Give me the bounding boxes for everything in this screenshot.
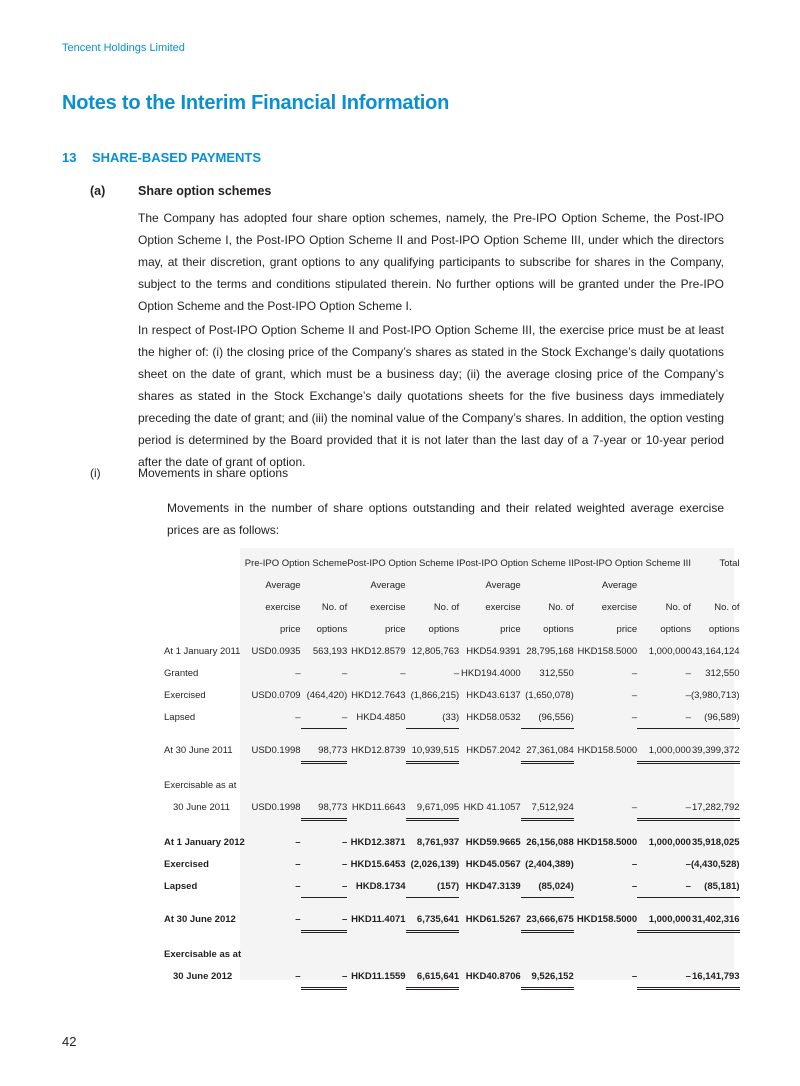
table-cell: – (301, 965, 348, 989)
table-cell (574, 774, 637, 796)
table-row (164, 875, 740, 898)
table-row (164, 774, 740, 796)
table-cell: (1,650,078) (525, 689, 574, 701)
table-cell: – (341, 667, 348, 679)
table-cell (637, 774, 691, 796)
table-cell: 43,164,124 (692, 645, 740, 657)
paragraph-exercise-price: In respect of Post-IPO Option Scheme II and Post-IPO Option Scheme III, the exercise price must be at least the higher of: (i) the closing price of the Company’s shares as stated in the Stock Exchange’s daily quotations sheet on the date of grant, which must be a business day; (ii) the average closing price of the Company’s shares as stated in the Stock Exchange’s daily quotations sheets for the five business days immediately preceding the date of grant; and (iii) the nominal value of the Company’s shares. In addition, the option vesting period is determined by the Board provided that it is not later than the last day of a 7-year or 10-year period after the date of grant of option. (138, 323, 724, 469)
table-cell: 8,761,937 (416, 836, 460, 848)
table-cell (301, 943, 348, 965)
column-header (521, 574, 574, 596)
table-cell: 1,000,000 (637, 908, 691, 932)
table-cell (459, 774, 521, 796)
spacer-cell (164, 729, 740, 740)
table-cell: HKD11.6643 (351, 802, 406, 814)
row-label: 30 June 2011 (173, 802, 230, 814)
table-cell: – (295, 858, 301, 870)
table-cell: – (295, 836, 301, 848)
table-cell: HKD12.8739 (351, 745, 406, 757)
column-header: Average (601, 579, 638, 591)
table-cell: HKD59.9665 (465, 836, 521, 848)
column-header: exercise (601, 601, 638, 613)
spacer-cell (164, 932, 740, 944)
table-cell: HKD45.0567 (465, 858, 521, 870)
table-cell: USD0.0709 (251, 689, 301, 701)
table-cell: 9,526,152 (521, 965, 574, 989)
table-cell: – (341, 836, 348, 848)
table-cell: – (295, 880, 301, 892)
table-cell: HKD194.4000 (461, 667, 521, 679)
table-cell: 35,918,025 (692, 836, 740, 848)
table-cell: HKD4.4850 (356, 711, 406, 723)
table-cell: 12,805,763 (411, 645, 460, 657)
table-cell: (157) (406, 875, 460, 898)
table-cell: 31,402,316 (691, 908, 740, 932)
spacer-cell (164, 763, 740, 775)
paragraph-schemes: The Company has adopted four share option schemes, namely, the Pre-IPO Option Scheme, the Post-IPO Option Scheme I, the Post-IPO Option Scheme II and Post-IPO Option Scheme III, under which the directors may, at their discretion, grant options to any qualifying participants to subscribe for shares in the Company, subject to the terms and conditions stipulated therein. No further options will be granted under the Pre-IPO Option Scheme and the Post-IPO Option Scheme I. (138, 211, 724, 313)
table-cell: – (631, 667, 638, 679)
row-label: 30 June 2012 (173, 971, 233, 983)
column-header (637, 574, 691, 596)
column-header: exercise (265, 601, 301, 613)
table-cell: (96,556) (521, 706, 574, 729)
scheme-header: Pre-IPO Option Scheme (244, 557, 348, 569)
item-label: (i) (90, 466, 101, 480)
table-cell: 23,666,675 (521, 908, 574, 932)
row-label: Exercisable as at (164, 779, 237, 791)
section-title: SHARE-BASED PAYMENTS (92, 150, 262, 165)
row-label: At 30 June 2011 (164, 745, 233, 757)
table-cell: – (631, 858, 638, 870)
row-label: Exercised (164, 689, 206, 701)
table-row (164, 706, 740, 729)
table-cell: 27,361,084 (521, 739, 574, 763)
column-header: Average (265, 579, 301, 591)
table-cell: – (295, 711, 301, 723)
table-cell: (85,024) (521, 875, 574, 898)
table-cell: 10,939,515 (406, 739, 460, 763)
scheme-header: Post-IPO Option Scheme III (573, 557, 691, 569)
table-cell: – (637, 875, 691, 898)
table-cell: – (631, 711, 638, 723)
table-cell: USD0.0935 (251, 645, 301, 657)
row-label: At 1 January 2011 (164, 645, 241, 657)
table-cell: – (637, 965, 691, 989)
column-header (691, 574, 740, 596)
table-cell: HKD15.6453 (350, 858, 406, 870)
table-cell: – (341, 858, 348, 870)
table-cell: HKD11.1559 (351, 971, 406, 983)
column-header: exercise (370, 601, 406, 613)
table-cell: 1,000,000 (648, 836, 691, 848)
page-title: Notes to the Interim Financial Information (62, 92, 450, 114)
table-cell: 98,773 (301, 796, 348, 820)
table-cell: 26,156,088 (526, 836, 574, 848)
table-cell: HKD12.8579 (351, 645, 406, 657)
table-cell: 98,773 (301, 739, 348, 763)
subsection-label: (a) (90, 184, 106, 198)
table-cell: HKD12.7643 (351, 689, 406, 701)
table-cell: 6,735,641 (406, 908, 460, 932)
column-header (301, 574, 348, 596)
table-cell (521, 774, 574, 796)
table-cell (574, 943, 637, 965)
column-header: options (660, 623, 691, 635)
table-cell (406, 774, 460, 796)
row-label: At 1 January 2012 (164, 836, 245, 848)
table-cell: (33) (406, 706, 460, 729)
table-cell: HKD158.5000 (577, 645, 638, 657)
table-cell: – (301, 875, 348, 898)
table-cell: – (637, 706, 691, 729)
column-header (164, 574, 245, 596)
table-row (164, 831, 740, 853)
header-blank (164, 552, 245, 574)
row-label: Granted (164, 667, 199, 679)
spacer-cell (164, 820, 740, 832)
table-cell: 7,512,924 (521, 796, 574, 820)
spacer-row (164, 932, 740, 944)
column-header: Average (485, 579, 521, 591)
table-cell: – (631, 802, 638, 814)
spacer-row (164, 763, 740, 775)
table-row (164, 739, 740, 763)
table-cell (406, 943, 460, 965)
row-label: At 30 June 2012 (164, 914, 236, 926)
table-row (164, 796, 740, 820)
table-cell: 312,550 (705, 667, 740, 679)
column-header-row (164, 596, 740, 618)
table-cell: 563,193 (312, 645, 348, 657)
table-cell: HKD47.3139 (465, 880, 521, 892)
column-header (164, 618, 245, 640)
table-cell: – (685, 667, 691, 679)
table-row (164, 908, 740, 932)
table-cell: USD0.1998 (251, 802, 301, 814)
column-header (164, 596, 245, 618)
column-header: No. of (665, 601, 691, 613)
table-cell (347, 774, 405, 796)
table-row (164, 640, 740, 662)
table-cell: – (301, 908, 348, 932)
column-header-row (164, 618, 740, 640)
column-header: No. of (714, 601, 740, 613)
table-cell (691, 774, 740, 796)
table-cell: 1,000,000 (637, 739, 691, 763)
table-cell: HKD158.5000 (577, 745, 638, 757)
table-cell: – (637, 796, 691, 820)
table-cell: 39,399,372 (691, 739, 740, 763)
column-header: No. of (433, 601, 460, 613)
table-cell: – (295, 971, 301, 983)
column-header: price (279, 623, 301, 635)
column-header: price (384, 623, 406, 635)
scheme-header-row (164, 552, 740, 574)
section-heading (62, 150, 261, 165)
spacer-row (164, 729, 740, 740)
page-number: 42 (62, 1034, 77, 1049)
table-cell: USD0.1998 (251, 745, 301, 757)
table-cell: HKD43.6137 (466, 689, 521, 701)
table-cell: – (685, 689, 691, 701)
table-row (164, 684, 740, 706)
table-cell: HKD58.0532 (466, 711, 521, 723)
table-cell: HKD158.5000 (576, 836, 638, 848)
spacer-row (164, 898, 740, 909)
table-row (164, 943, 740, 965)
table-cell: – (685, 858, 691, 870)
row-label: Lapsed (164, 711, 196, 723)
table-cell: – (631, 689, 638, 701)
table-cell (691, 943, 740, 965)
table-cell: HKD40.8706 (465, 971, 521, 983)
scheme-header: Total (719, 557, 740, 569)
share-options-table (164, 552, 740, 990)
paragraph-movements: Movements in the number of share options outstanding and their related weighted average exercise prices are as follows: (167, 501, 724, 537)
table-cell: HKD8.1734 (355, 880, 406, 892)
spacer-cell (164, 898, 740, 909)
table-cell: – (295, 914, 301, 926)
company-name: Tencent Holdings Limited (62, 42, 185, 54)
row-label: Exercisable as at (164, 948, 242, 960)
table-cell: (4,430,528) (690, 858, 740, 870)
table-cell: (96,589) (691, 706, 740, 729)
table-cell (245, 943, 301, 965)
table-cell: HKD57.2042 (466, 745, 521, 757)
column-header: No. of (321, 601, 348, 613)
row-label: Exercised (164, 858, 209, 870)
table-cell: – (453, 667, 460, 679)
table-cell: (2,026,139) (410, 858, 460, 870)
scheme-header: Post-IPO Option Scheme I (347, 557, 460, 569)
column-header: options (543, 623, 574, 635)
section-number: 13 (62, 150, 77, 165)
column-header (406, 574, 460, 596)
column-header: options (316, 623, 348, 635)
table-cell: – (301, 706, 348, 729)
table-cell: HKD12.3871 (350, 836, 406, 848)
table-cell: – (400, 667, 406, 679)
column-header: options (708, 623, 740, 635)
table-row (164, 662, 740, 684)
table-cell: 17,282,792 (691, 796, 740, 820)
table-cell (521, 943, 574, 965)
table-cell: 9,671,095 (406, 796, 460, 820)
scheme-header: Post-IPO Option Scheme II (459, 557, 574, 569)
table-cell: (464,420) (306, 689, 348, 701)
table-cell: 28,795,168 (526, 645, 574, 657)
table-row (164, 965, 740, 989)
table-cell: HKD 41.1057 (463, 802, 521, 814)
table-cell (459, 943, 521, 965)
item-heading (90, 466, 288, 480)
table-cell (301, 774, 348, 796)
table-cell (245, 774, 301, 796)
table-cell: HKD158.5000 (576, 914, 638, 926)
table-cell: 16,141,793 (691, 965, 740, 989)
table-cell: 6,615,641 (406, 965, 460, 989)
column-header: Average (370, 579, 406, 591)
column-header: No. of (548, 601, 574, 613)
table-cell: (3,980,713) (690, 689, 740, 701)
column-header: options (428, 623, 460, 635)
subsection-title: Share option schemes (138, 184, 272, 198)
column-header: price (500, 623, 521, 635)
table-cell: – (295, 667, 301, 679)
column-header-row (164, 574, 740, 596)
column-header: price (616, 623, 638, 635)
table-cell: HKD61.5267 (465, 914, 521, 926)
table-row (164, 853, 740, 875)
table-cell: 312,550 (539, 667, 574, 679)
table-cell: – (631, 971, 638, 983)
column-header: exercise (485, 601, 521, 613)
table-cell: HKD11.4071 (351, 914, 406, 926)
subsection-heading (90, 184, 271, 198)
table-cell: (85,181) (691, 875, 740, 898)
table-cell (637, 943, 691, 965)
table-cell: HKD54.9391 (466, 645, 521, 657)
item-title: Movements in share options (138, 466, 289, 480)
spacer-row (164, 820, 740, 832)
row-label: Lapsed (164, 880, 198, 892)
table-cell: 1,000,000 (648, 645, 691, 657)
table-cell: (2,404,389) (525, 858, 574, 870)
table-cell: (1,866,215) (410, 689, 460, 701)
table-cell (347, 943, 405, 965)
table-cell: – (631, 880, 638, 892)
